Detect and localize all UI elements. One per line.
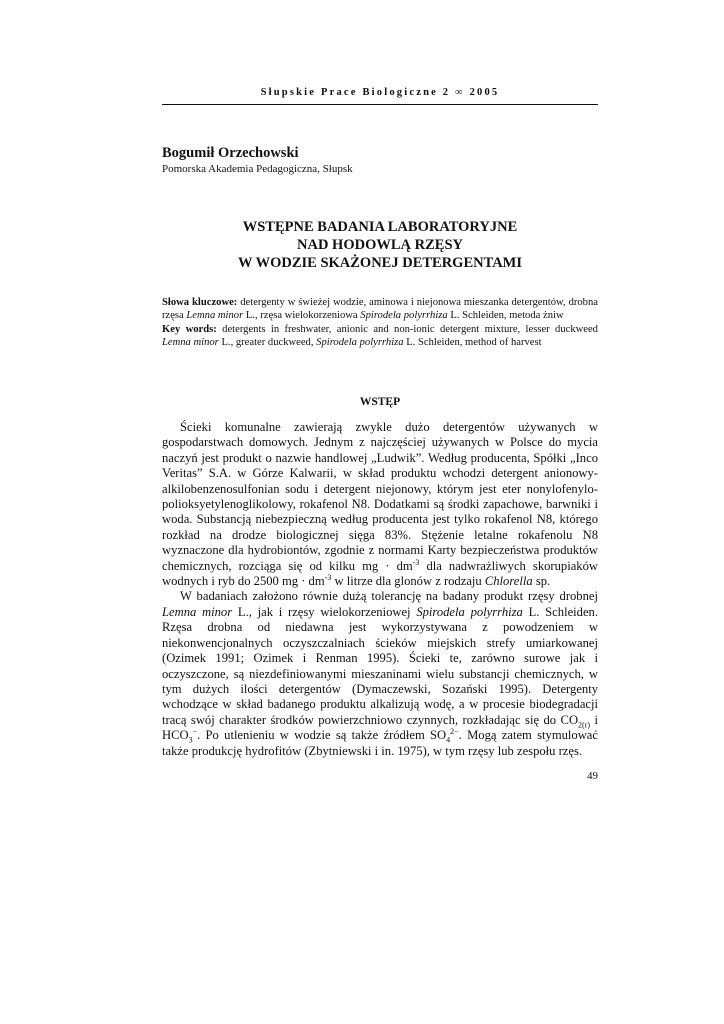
keywords-pl-label: Słowa kluczowe: xyxy=(162,297,238,308)
body-text: dla nadwrażliwych skorupiaków wodnych i ryb do 2500 mg · dm xyxy=(162,558,598,589)
species-name: Spirodela polyrrhiza xyxy=(316,337,404,349)
body-text: Ścieki komunalne zawierają zwykle dużo detergentów używanych w gospodarstwach domowych. Jednym z najczęściej używanych w Polsce do mycia naczyń jest produkt o nazwie handlowej „Ludwik”. Według producenta, Spółki „Inco Veritas” S.A. w Górze Kalwarii, w skład produktu wchodzi detergent anionowy-alkilobenzenosulfonian sodu i detergent niejonowy, którym jest eter nonylofenylo-polioksyetylenoglikolowy, rokafenol N8. Dodatkami są środki zapachowe, barwniki i woda. Substancją niebezpieczną według producenta jest tylko rokafenol N8, którego rozkład na drodze biologicznej sięga 83%. Stężenie letalne rokafenolu N8 wyznaczone dla hydrobiontów, zgodnie z normami Karty bezpieczeństwa produktów chemicznych, rozciąga się od kilku mg · dm xyxy=(162,420,598,573)
title-line: W WODZIE SKAŻONEJ DETERGENTAMI xyxy=(237,255,523,271)
body-text: . Mogą zatem stymulować także produkcję hydrofitów (Zbytniewski i in. 1975), w tym rzęsy lub zespołu rzęs. xyxy=(162,728,598,758)
body-text: W badaniach założono równie dużą tolerancję na badany produkt rzęsy drobnej xyxy=(180,589,598,604)
keywords-pl xyxy=(162,296,598,323)
keywords-en-label: Key words: xyxy=(162,323,217,335)
author-affiliation: Pomorska Akademia Pedagogiczna, Słupsk xyxy=(162,163,353,175)
running-head: Słupskie Prace Biologiczne 2 ∞ 2005 xyxy=(260,87,500,98)
subscript: 3 xyxy=(188,735,193,745)
species-name: Lemna minor xyxy=(186,310,244,322)
species-name: Spirodela polyrrhiza xyxy=(416,604,523,619)
keywords-text: L., greater duckweed, xyxy=(218,337,317,349)
species-name: Lemna minor xyxy=(162,337,219,349)
section-heading: WSTĘP xyxy=(359,396,401,408)
header-rule xyxy=(162,104,598,105)
body-text: sp. xyxy=(532,574,551,589)
page-number: 49 xyxy=(587,770,598,782)
subscript: 4 xyxy=(446,735,451,745)
article-body xyxy=(162,420,598,759)
superscript: 2− xyxy=(450,726,459,736)
keywords-en xyxy=(162,323,598,350)
body-text: w litrze dla glonów z rodzaju xyxy=(331,574,485,589)
keywords-text: detergents in freshwater, anionic and non-ionic detergent mixture, lesser duckweed xyxy=(216,323,598,335)
subscript: 2(r) xyxy=(578,720,591,730)
body-text: L., jak i rzęsy wielokorzeniowej xyxy=(232,604,417,619)
keywords-text: L., rzęsa wielokorzeniowa xyxy=(243,310,361,322)
superscript: -3 xyxy=(412,557,420,567)
species-name: Lemna minor xyxy=(162,604,233,619)
title-line: WSTĘPNE BADANIA LABORATORYJNE xyxy=(242,219,518,235)
keywords-block xyxy=(162,296,598,350)
body-paragraph xyxy=(162,420,598,589)
superscript: − xyxy=(192,726,198,736)
species-name: Chlorella xyxy=(484,574,533,589)
author-name: Bogumił Orzechowski xyxy=(162,145,299,161)
body-text: . Po utlenieniu w wodzie są także źródłem SO xyxy=(197,728,447,743)
superscript: -3 xyxy=(324,572,332,582)
body-paragraph xyxy=(162,589,598,758)
body-text: L. Schleiden. Rzęsa drobna od niedawna jest wykorzystywana z powodzeniem w niekonwencjonalnych oczyszczalniach ścieków miejskich strefy umiarkowanej (Ozimek 1991; Ozimek i Renman 1995). Ścieki te, zarówno surowe jak i oczyszczone, są niezdefiniowanymi mieszaninami wielu substancji chemicznych, w tym dużych ilości detergentów (Dymaczewski, Sozański 1995). Detergenty wchodzące w skład badanego produktu alkalizują wodę, a w procesie biodegradacji tracą swój charakter środków powierzchniowo czynnych, rozkładając się do CO xyxy=(162,604,598,727)
article-title xyxy=(162,218,598,272)
keywords-text: detergenty w świeżej wodzie, aminowa i niejonowa mieszanka detergentów, drobna rzęsa xyxy=(162,297,598,322)
species-name: Spirodela polyrrhiza xyxy=(360,310,448,322)
keywords-text: L. Schleiden, method of harvest xyxy=(403,337,542,349)
keywords-text: L. Schleiden, metoda żniw xyxy=(447,310,564,322)
title-line: NAD HODOWLĄ RZĘSY xyxy=(297,237,463,253)
body-text: i HCO xyxy=(162,712,599,743)
